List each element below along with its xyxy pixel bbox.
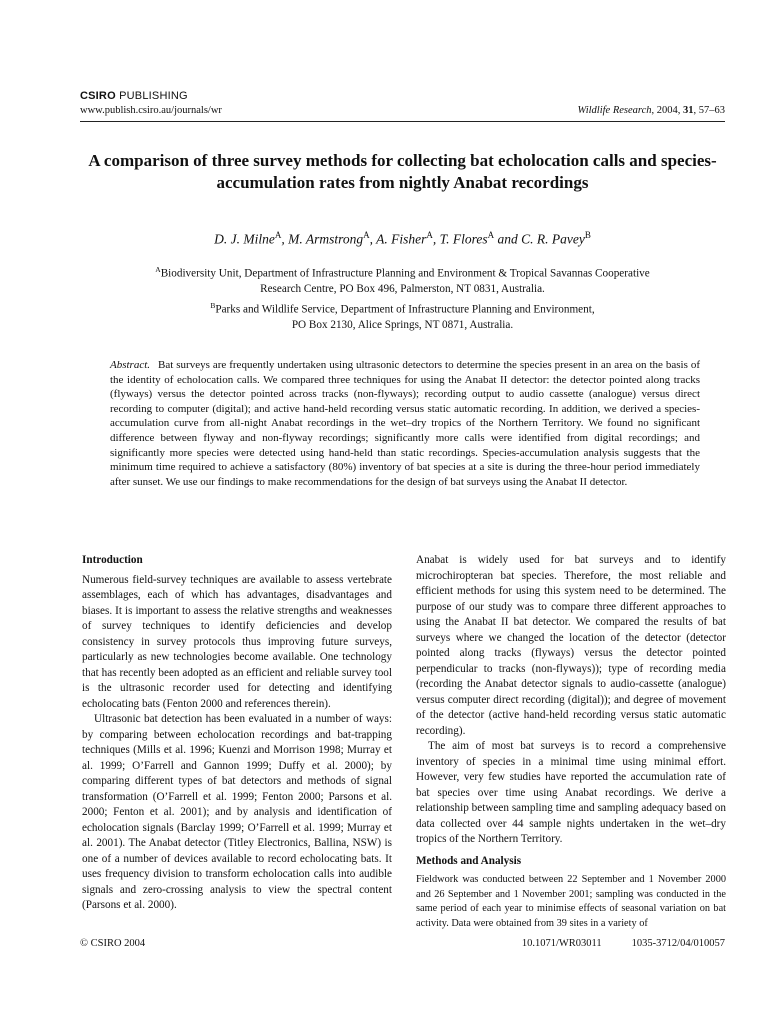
methods-heading: Methods and Analysis bbox=[416, 854, 522, 867]
affiliation-a-sup: A bbox=[155, 265, 161, 274]
journal-pages: , 57–63 bbox=[693, 105, 725, 116]
article-ids bbox=[522, 938, 725, 949]
intro-heading: Introduction bbox=[82, 554, 143, 566]
author-sup: A bbox=[274, 230, 282, 240]
author-sep: , bbox=[281, 231, 289, 247]
abstract bbox=[110, 358, 700, 489]
journal-year: , 2004, bbox=[651, 105, 683, 116]
affiliation-a-line1 bbox=[80, 262, 725, 282]
author-sep: , bbox=[369, 231, 377, 247]
author-name: M. Armstrong bbox=[288, 231, 364, 247]
affiliation-b-line2: PO Box 2130, Alice Springs, NT 0871, Australia. bbox=[291, 318, 514, 331]
affiliation-b-text: Parks and Wildlife Service, Department of Infrastructure Planning and Environment, bbox=[215, 303, 595, 316]
publisher-logo bbox=[80, 90, 188, 102]
journal-url[interactable]: www.publish.csiro.au/journals/wr bbox=[80, 105, 222, 116]
right-paragraph-2: The aim of most bat surveys is to record a comprehensive inventory of species in a minimal time using minimal effort. However, very few studies have reported the accumulation rate of bat species over time using Anabat recordings. We derive a relationship between sampling time and sampling adequacy based on data collected over 44 sample nights undertaken in the wet–dry tropics of the Northern Territory. bbox=[416, 740, 726, 845]
author-name: C. R. Pavey bbox=[521, 231, 585, 247]
methods-paragraph-1: Fieldwork was conducted between 22 September and 1 November 2000 and 26 September and 1 November 2001; sampling was conducted in the same period of each year to minimise effects of seasonal variation on bat activity. Data were obtained from 39 sites in a variety of bbox=[416, 874, 726, 929]
affiliation-b-line1 bbox=[80, 298, 725, 318]
intro-paragraph-1: Numerous field-survey techniques are available to assess vertebrate assemblages, each of which has advantages, disadvantages and biases. It is important to assess the relative strengths and weaknesses of survey techniques to identify deficiencies and develop consistency in survey protocols thus improving future surveys, particularly as new technologies become available. One technology that has recently been adopted as an efficient and reliable survey tool is the ultrasonic recorder used for detecting and identifying echolocating bats (Fenton 2000 and references therein). bbox=[82, 573, 392, 710]
intro-paragraph-2: Ultrasonic bat detection has been evaluated in a number of ways: by comparing between echolocation recordings and bat-trapping techniques (Mills et al. 1996; Kuenzi and Morrison 1998; Murray et al. 1999; O’Farrell and Gannon 1999; Duffy et al. 2000); by comparing different types of bat detectors and methods of signal transformation (O’Farrell et al. 1999; Fenton 2000; Parsons et al. 2000; Fenton et al. 2001); and by analysis and identification of echolocation signals (Barclay 1999; O’Farrell et al. 1999; Murray et al. 2001). The Anabat detector (Titley Electronics, Ballina, NSW) is one of a number of devices available to record echolocating bats. It uses frequency division to transform echolocation calls into audible signals and zero-crossing analysis to view the spectral content (Parsons et al. 2000). bbox=[82, 713, 392, 911]
affiliations bbox=[80, 262, 725, 333]
author-sup: A bbox=[363, 230, 370, 240]
author-name: T. Flores bbox=[439, 231, 488, 247]
page-footer bbox=[80, 938, 725, 949]
author-sep: , bbox=[432, 231, 440, 247]
author-name: D. J. Milne bbox=[214, 231, 275, 247]
journal-name: Wildlife Research bbox=[577, 105, 652, 116]
author-sup: B bbox=[584, 230, 591, 240]
affiliation-a-line2: Research Centre, PO Box 496, Palmerston, NT 0831, Australia. bbox=[260, 283, 545, 296]
publisher-brand: CSIRO bbox=[80, 90, 116, 102]
author-sep: and bbox=[494, 231, 522, 247]
header-line bbox=[80, 105, 725, 116]
author-name: A. Fisher bbox=[376, 231, 427, 247]
left-column bbox=[82, 553, 392, 914]
journal-volume: 31 bbox=[683, 105, 694, 116]
affiliation-a-text: Biodiversity Unit, Department of Infrastructure Planning and Environment & Tropical Savannas Cooperative bbox=[160, 267, 650, 280]
author-sup: A bbox=[426, 230, 433, 240]
issn: 1035-3712/04/010057 bbox=[631, 938, 725, 949]
abstract-text: Bat surveys are frequently undertaken using ultrasonic detectors to determine the species present in an area on the basis of the identity of echolocation calls. We compared three techniques for using the Anabat II detector: the detector pointed along tracks (flyways) versus the detector pointed across tracks (non-flyways); recording output to audio cassette (analogue) versus direct recording to computer (digital); and active hand-held recording versus static automatic recording. In addition, we derived a species-accumulation curve from all-night Anabat recordings in the wet–dry tropics of the Northern Territory. We found no significant difference between flyway and non-flyway recordings; significantly more calls were identified from digital recordings; and significantly more species were detected using hand-held than static recordings. Species-accumulation analysis suggests that the minimum time required to achieve a satisfactory (80%) inventory of bat species at a site is during the three-hour period immediately after sunset. We use our findings to make recommendations for the design of bat surveys using the Anabat II detector. bbox=[110, 359, 700, 488]
copyright: © CSIRO 2004 bbox=[80, 938, 146, 949]
right-column bbox=[416, 553, 726, 931]
doi[interactable]: 10.1071/WR03011 bbox=[521, 938, 602, 949]
author-list bbox=[80, 230, 725, 248]
right-paragraph-1: Anabat is widely used for bat surveys and to identify microchiropteran bat species. Therefore, the most reliable and efficient methods for using this system need to be determined. The purpose of our study was to compare three different approaches to using the Anabat II bat detector. We compared the results of bat surveys where we changed the location of the detector (detector pointed along tracks (flyways) versus the detector pointed perpendicular to tracks (non-flyways)); type of recording media (recording the Anabat detector signals to audio-cassette (analogue) versus computer direct recording (digital)); and degree of movement of the detector (active hand-held recording versus static automatic recording). bbox=[416, 554, 726, 737]
header-rule bbox=[80, 121, 725, 122]
author-sup: A bbox=[487, 230, 495, 240]
abstract-label: Abstract. bbox=[110, 359, 151, 371]
affiliation-b-sup: B bbox=[210, 300, 216, 310]
article-title: A comparison of three survey methods for collecting bat echolocation calls and species-accumulation rates from nightly Anabat recordings bbox=[88, 151, 717, 192]
publisher-rest: PUBLISHING bbox=[119, 90, 188, 102]
journal-citation bbox=[578, 105, 725, 116]
